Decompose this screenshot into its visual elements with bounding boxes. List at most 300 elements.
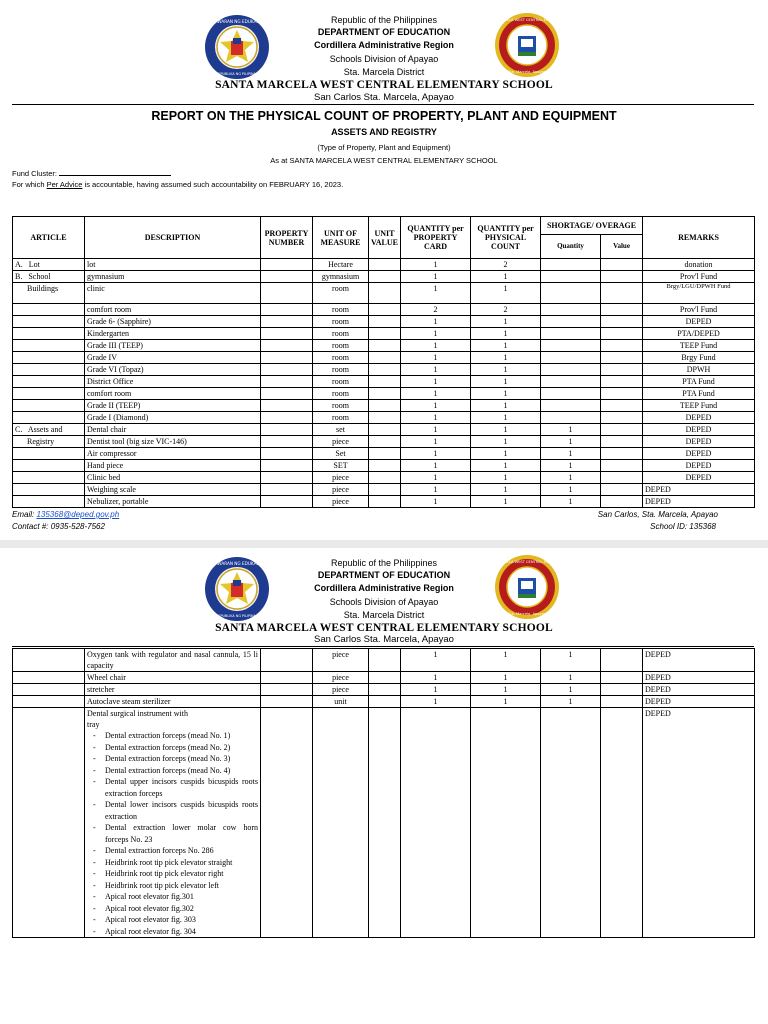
property-number-cell [261,328,313,340]
unit-cell: Set [313,448,369,460]
shortage-qty-cell: 1 [541,684,601,696]
property-number-cell [261,696,313,708]
table-row [13,436,755,448]
remarks-cell: DEPED [643,436,755,448]
list-item-text: Apical root elevator fig. 303 [105,915,196,924]
description-cell: clinic [85,283,261,304]
property-number-cell [261,283,313,304]
qty-card-cell: 1 [401,328,471,340]
property-number-cell [261,388,313,400]
school-address: San Carlos Sta. Marcela, Apayao [314,634,454,645]
unit-value-cell [369,400,401,412]
unit-cell: room [313,328,369,340]
shortage-value-cell [601,448,643,460]
qty-card-cell: 1 [401,472,471,484]
qty-physical-cell: 1 [471,496,541,508]
shortage-value-cell [601,304,643,316]
qty-physical-cell: 1 [471,400,541,412]
unit-cell: room [313,412,369,424]
unit-value-cell [369,460,401,472]
list-item-text: Dental extraction forceps (mead No. 2) [105,742,231,752]
article-cell [13,672,85,684]
table-row [13,472,755,484]
property-number-cell [261,460,313,472]
shortage-qty-cell [541,328,601,340]
description-cell: District Office [85,376,261,388]
property-number-cell [261,649,313,672]
contact-block [12,509,119,533]
department-line: DEPARTMENT OF EDUCATION [317,27,451,37]
unit-value-cell [369,352,401,364]
unit-cell: SET [313,460,369,472]
list-item-text: Dental extraction forceps No. 286 [105,846,214,855]
bullet-dash: - [93,777,96,786]
bullet-dash: - [93,869,96,878]
property-number-cell [261,424,313,436]
shortage-value-cell [601,649,643,672]
shortage-qty-cell: 1 [541,649,601,672]
qty-card-cell: 1 [401,412,471,424]
property-table-continued [12,648,755,938]
remarks-cell: DEPED [643,448,755,460]
unit-value-cell [369,684,401,696]
bullet-dash: - [93,880,96,890]
shortage-value-cell [601,259,643,271]
bullet-dash: - [93,823,96,832]
qty-card-cell: 2 [401,304,471,316]
report-page-2 [0,548,768,1024]
article-cell [13,412,85,424]
list-item-text: Apical root elevator fig.302 [105,903,194,913]
shortage-value-cell [601,352,643,364]
unit-value-cell [369,649,401,672]
svg-text:REPUBLIKA NG PILIPINAS: REPUBLIKA NG PILIPINAS [215,614,259,618]
unit-value-cell [369,484,401,496]
school-address: San Carlos Sta. Marcela, Apayao [314,92,454,103]
footer-location: San Carlos, Sta. Marcela, Apayao [597,510,718,519]
shortage-qty-cell: 1 [541,672,601,684]
description-cell: Oxygen tank with regulator and nasal cannula, 15 li capacity [85,649,261,672]
qty-physical-cell [471,708,541,938]
remarks-cell: DEPED [643,696,755,708]
qty-physical-cell: 1 [471,448,541,460]
col-unit-measure: UNIT OF MEASURE [313,217,369,259]
list-item-text: Apical root elevator fig.301 [105,892,194,901]
article-cell [13,364,85,376]
qty-card-cell: 1 [401,696,471,708]
unit-value-cell [369,259,401,271]
list-item-text: Heidbrink root tip pick elevator right [105,869,224,878]
unit-value-cell [369,316,401,328]
table-row [13,328,755,340]
unit-value-cell [369,271,401,283]
description-cell: Grade I (Diamond) [85,412,261,424]
list-item [87,903,258,915]
shortage-value-cell [601,412,643,424]
description-cell: Grade IV [85,352,261,364]
qty-card-cell: 1 [401,376,471,388]
property-number-cell [261,496,313,508]
division-line: Schools Division of Apayao [329,597,439,607]
shortage-value-cell [601,271,643,283]
list-item [87,742,258,754]
qty-physical-cell: 1 [471,672,541,684]
svg-text:SANTA MARCELA WEST CENTRAL ELE: SANTA MARCELA WEST CENTRAL ELEM. SCHOOL [483,18,571,22]
header-rule [12,104,754,105]
division-line: Schools Division of Apayao [329,54,439,64]
shortage-value-cell [601,400,643,412]
shortage-value-cell [601,484,643,496]
article-cell: C. Assets and [13,424,85,436]
property-number-cell [261,400,313,412]
table-row [13,672,755,684]
property-number-cell [261,448,313,460]
shortage-value-cell [601,708,643,938]
article-cell [13,472,85,484]
unit-cell: gymnasium [313,271,369,283]
qty-physical-cell: 1 [471,328,541,340]
description-cell: Kindergarten [85,328,261,340]
qty-card-cell: 1 [401,436,471,448]
article-cell [13,460,85,472]
article-cell [13,328,85,340]
qty-physical-cell: 1 [471,364,541,376]
shortage-qty-cell: 1 [541,484,601,496]
article-cell [13,316,85,328]
dental-set-row [13,708,755,938]
unit-value-cell [369,448,401,460]
as-at-line: As at SANTA MARCELA WEST CENTRAL ELEMENTARY SCHOOL [270,156,498,165]
unit-cell: room [313,400,369,412]
unit-value-cell [369,496,401,508]
type-line: (Type of Property, Plant and Equipment) [317,143,451,152]
col-qty-physical: QUANTITY per PHYSICAL COUNT [471,217,541,259]
shortage-qty-cell: 1 [541,424,601,436]
table-row [13,649,755,672]
bullet-dash: - [93,926,96,936]
qty-physical-cell: 2 [471,304,541,316]
qty-physical-cell: 2 [471,259,541,271]
unit-value-cell [369,696,401,708]
unit-cell: room [313,376,369,388]
description-cell: Air compressor [85,448,261,460]
description-cell: lot [85,259,261,271]
unit-value-cell [369,672,401,684]
school-name: SANTA MARCELA WEST CENTRAL ELEMENTARY SCHOOL [215,79,553,91]
shortage-qty-cell [541,340,601,352]
description-cell [85,708,261,938]
description-cell: Grade II (TEEP) [85,400,261,412]
unit-value-cell [369,340,401,352]
remarks-cell: DEPED [643,684,755,696]
table-row [13,259,755,271]
remarks-cell: DEPED [643,316,755,328]
unit-cell: Hectare [313,259,369,271]
svg-text:KAGAWARAN NG EDUKASYON: KAGAWARAN NG EDUKASYON [206,19,268,24]
list-item [87,891,258,903]
qty-physical-cell: 1 [471,696,541,708]
remarks-cell: DEPED [643,472,755,484]
qty-physical-cell: 1 [471,388,541,400]
list-item [87,857,258,869]
unit-cell: piece [313,484,369,496]
unit-value-cell [369,304,401,316]
shortage-value-cell [601,424,643,436]
remarks-cell: DEPED [643,708,755,938]
accountability-line [12,180,343,189]
remarks-cell: donation [643,259,755,271]
unit-cell: piece [313,472,369,484]
department-line: DEPARTMENT OF EDUCATION [317,570,451,580]
property-number-cell [261,436,313,448]
report-title: REPORT ON THE PHYSICAL COUNT OF PROPERTY, PLANT AND EQUIPMENT [151,109,617,123]
table-row [13,376,755,388]
list-item-text: Apical root elevator fig. 304 [105,926,196,936]
list-item-text: Dental extraction lower molar cow horn forceps No. 23 [105,823,258,844]
svg-text:SANTA MARCELA WEST CENTRAL ELE: SANTA MARCELA WEST CENTRAL ELEM. SCHOOL [483,560,571,564]
list-item [87,845,258,857]
description-cell: Dental chair [85,424,261,436]
unit-value-cell [369,412,401,424]
shortage-value-cell [601,672,643,684]
qty-physical-cell: 1 [471,316,541,328]
shortage-qty-cell: 1 [541,472,601,484]
shortage-qty-cell [541,400,601,412]
article-cell: B. School [13,271,85,283]
description-cell: Clinic bed [85,472,261,484]
shortage-value-cell [601,340,643,352]
bullet-dash: - [93,903,96,913]
qty-card-cell: 1 [401,340,471,352]
col-shortage: SHORTAGE/ OVERAGE [541,217,643,235]
article-cell [13,304,85,316]
svg-text:Sta. Marcela, Apayao: Sta. Marcela, Apayao [507,612,547,616]
unit-value-cell [369,472,401,484]
unit-value-cell [369,364,401,376]
qty-card-cell: 1 [401,672,471,684]
qty-physical-cell: 1 [471,283,541,304]
shortage-qty-cell: 1 [541,496,601,508]
fund-cluster-label: Fund Cluster: [12,169,58,178]
qty-card-cell: 1 [401,400,471,412]
contact-number: Contact #: 0935-528-7562 [12,522,105,531]
shortage-value-cell [601,472,643,484]
property-number-cell [261,412,313,424]
remarks-cell: DEPED [643,649,755,672]
qty-card-cell: 1 [401,484,471,496]
description-cell: comfort room [85,388,261,400]
accountability-suffix: is accountable, having assumed such accountability on FEBRUARY 16, 2023. [82,180,344,189]
republic-line: Republic of the Philippines [330,15,438,25]
table-row [13,412,755,424]
qty-physical-cell: 1 [471,460,541,472]
bullet-dash: - [93,731,96,740]
col-remarks: REMARKS [643,217,755,259]
shortage-value-cell [601,496,643,508]
table-row [13,388,755,400]
fund-cluster [12,169,171,178]
unit-cell: piece [313,496,369,508]
remarks-cell: DEPED [643,424,755,436]
property-number-cell [261,316,313,328]
bullet-dash: - [93,754,96,763]
header-rule [12,646,754,647]
table-row [13,448,755,460]
shortage-qty-cell [541,364,601,376]
school-name: SANTA MARCELA WEST CENTRAL ELEMENTARY SCHOOL [215,622,553,634]
qty-physical-cell: 1 [471,684,541,696]
accountable-officer: Per Advice [46,180,83,189]
table-row [13,684,755,696]
qty-physical-cell: 1 [471,271,541,283]
description-cell: Hand piece [85,460,261,472]
description-cell: gymnasium [85,271,261,283]
shortage-value-cell [601,696,643,708]
shortage-qty-cell [541,388,601,400]
qty-card-cell: 1 [401,388,471,400]
shortage-value-cell [601,283,643,304]
article-cell [13,696,85,708]
description-cell: Nebulizer, portable [85,496,261,508]
unit-cell: room [313,340,369,352]
unit-value-cell [369,424,401,436]
district-line: Sta. Marcela District [343,67,425,77]
qty-card-cell [401,708,471,938]
qty-card-cell: 1 [401,424,471,436]
description-cell: comfort room [85,304,261,316]
shortage-value-cell [601,460,643,472]
list-item [87,730,258,742]
unit-cell: piece [313,684,369,696]
article-cell [13,496,85,508]
article-cell [13,708,85,938]
region-line: Cordillera Administrative Region [314,583,454,593]
property-number-cell [261,484,313,496]
table-row [13,400,755,412]
list-item-text: Dental extraction forceps (mead No. 1) [105,731,231,740]
article-cell: A. Lot [13,259,85,271]
shortage-qty-cell: 1 [541,448,601,460]
remarks-cell: TEEP Fund [643,400,755,412]
bullet-dash: - [93,800,96,809]
bullet-dash: - [93,846,96,855]
shortage-value-cell [601,328,643,340]
qty-physical-cell: 1 [471,352,541,364]
property-number-cell [261,271,313,283]
svg-text:Sta. Marcela, Apayao: Sta. Marcela, Apayao [507,70,547,74]
list-item-text: Heidbrink root tip pick elevator straight [105,857,233,867]
qty-card-cell: 1 [401,684,471,696]
description-cell: Dentist tool (big size VIC-146) [85,436,261,448]
description-cell: Grade 6- (Sapphire) [85,316,261,328]
remarks-cell: DEPED [643,496,755,508]
article-cell [13,340,85,352]
qty-card-cell: 1 [401,271,471,283]
table-row [13,696,755,708]
list-item-text: Dental lower incisors cuspids bicuspids roots extraction [105,800,258,821]
col-description: DESCRIPTION [85,217,261,259]
article-cell [13,484,85,496]
property-number-cell [261,340,313,352]
dental-set-title: Dental surgical instrument with tray [87,709,188,729]
description-cell: Grade III (TEEP) [85,340,261,352]
list-item-text: Heidbrink root tip pick elevator left [105,880,219,890]
school-id-block [598,509,718,533]
list-item [87,776,258,799]
list-item [87,765,258,777]
bullet-dash: - [93,892,96,901]
unit-cell: unit [313,696,369,708]
property-table [12,216,755,508]
table-row [13,352,755,364]
shortage-value-cell [601,388,643,400]
unit-cell [313,708,369,938]
remarks-cell: DPWH [643,364,755,376]
region-line: Cordillera Administrative Region [314,40,454,50]
remarks-cell: Brgy/LGU/DPWH Fund [643,283,755,304]
bullet-dash: - [93,742,96,752]
table-row [13,364,755,376]
table-row [13,424,755,436]
property-number-cell [261,259,313,271]
svg-text:REPUBLIKA NG PILIPINAS: REPUBLIKA NG PILIPINAS [215,72,259,76]
property-number-cell [261,352,313,364]
svg-text:KAGAWARAN NG EDUKASYON: KAGAWARAN NG EDUKASYON [206,561,268,566]
property-number-cell [261,304,313,316]
property-number-cell [261,376,313,388]
list-item [87,880,258,892]
article-cell [13,448,85,460]
col-value: Value [601,235,643,259]
remarks-cell: DEPED [643,460,755,472]
article-cell [13,352,85,364]
qty-physical-cell: 1 [471,649,541,672]
remarks-cell: Prov'l Fund [643,304,755,316]
email-line [12,509,119,521]
property-number-cell [261,364,313,376]
shortage-value-cell [601,376,643,388]
qty-physical-cell: 1 [471,340,541,352]
description-cell: Wheel chair [85,672,261,684]
district-line: Sta. Marcela District [343,610,425,620]
shortage-qty-cell [541,352,601,364]
table-row [13,460,755,472]
article-cell: Registry [13,436,85,448]
unit-cell: room [313,388,369,400]
unit-value-cell [369,388,401,400]
qty-card-cell: 1 [401,352,471,364]
shortage-value-cell [601,436,643,448]
article-cell [13,376,85,388]
description-cell: Grade VI (Topaz) [85,364,261,376]
shortage-qty-cell [541,708,601,938]
list-item-text: Dental upper incisors cuspids bicuspids roots extraction forceps [105,777,258,798]
remarks-cell: DEPED [643,484,755,496]
remarks-cell: DEPED [643,672,755,684]
shortage-value-cell [601,684,643,696]
article-cell [13,684,85,696]
unit-cell: room [313,304,369,316]
page-separator [0,540,768,548]
table-row [13,304,755,316]
property-number-cell [261,672,313,684]
email-link[interactable]: 135368@deped.gov.ph [36,510,120,519]
accountability-prefix: For which [12,180,47,189]
remarks-cell: Brgy Fund [643,352,755,364]
qty-card-cell: 1 [401,316,471,328]
bullet-dash: - [93,915,96,924]
list-item [87,753,258,765]
